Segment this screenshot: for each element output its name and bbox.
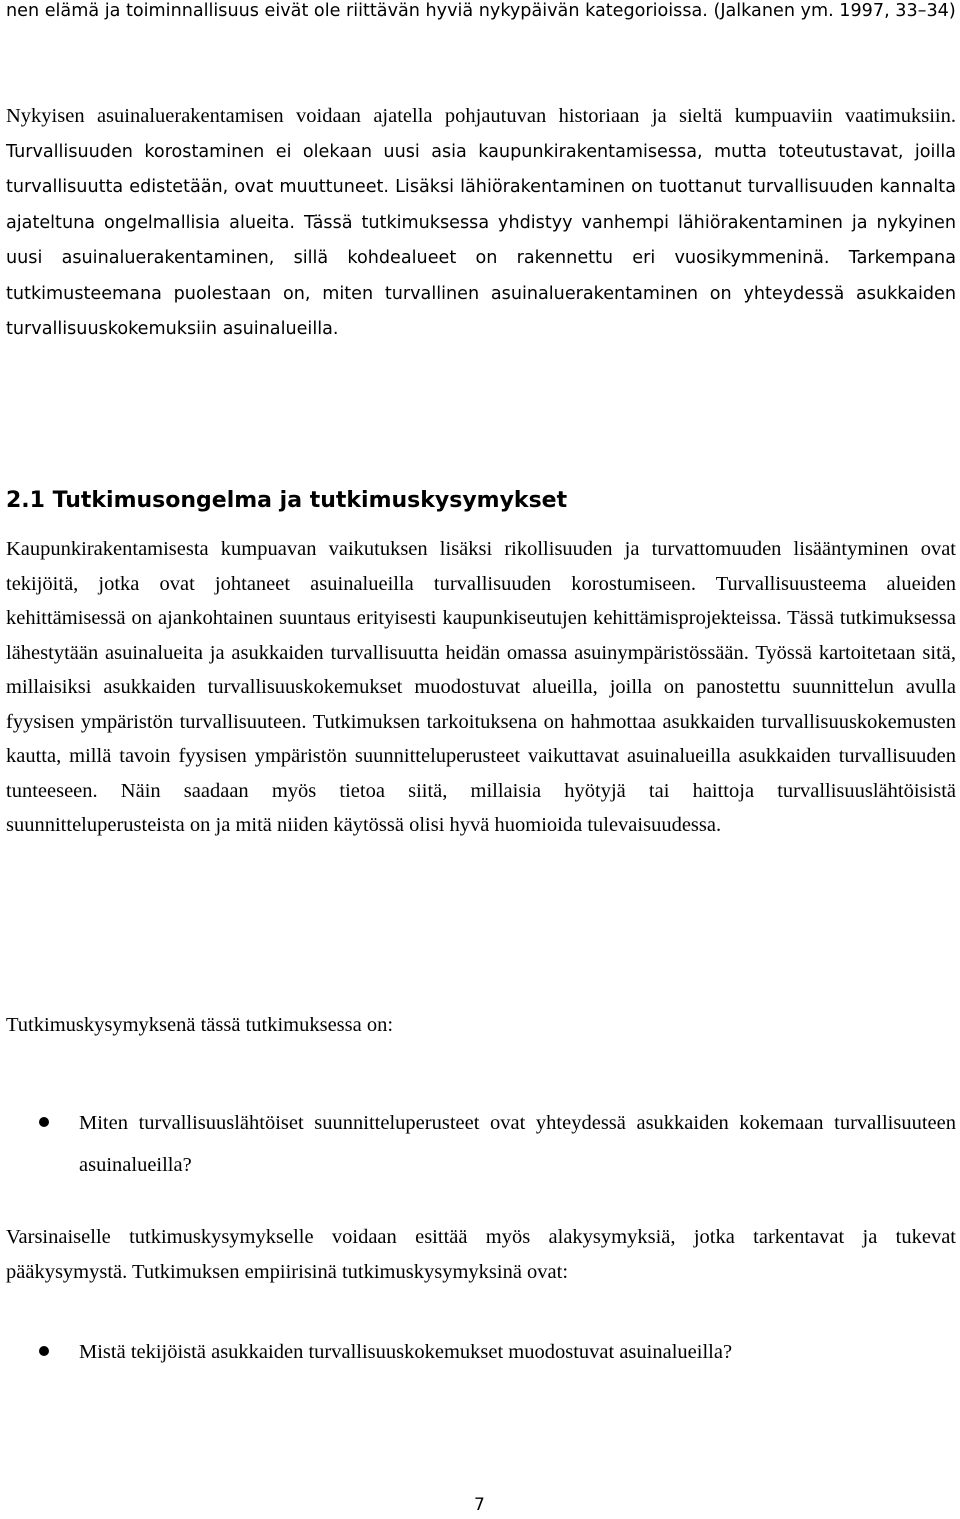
main-question-list — [6, 1102, 956, 1186]
paragraph-history-sans: Turvallisuuden korostaminen ei olekaan uusi asia kaupunkirakentamisessa, mutta toteutustavat, joilla turvallisuutta edistetään, ovat muuttuneet. Lisäksi lähiörakentaminen on tuottanut turvallisuuden kannalta ajateltuna ongelmallisia alueita. Tässä tutkimuksessa yhdistyy vanhempi lähiörakentaminen ja nykyinen uusi asuinaluerakentaminen, sillä kohdealueet on rakennettu eri vuosikymmeninä. Tarkempana tutkimusteemana puolestaan on, miten turvallinen asuinaluerakentaminen on yhteydessä asukkaiden turvallisuuskokemuksiin asuinalueilla. — [6, 141, 956, 339]
sub-question-text: Mistä tekijöistä asukkaiden turvallisuuskokemukset muodostuvat asuinalueilla? — [79, 1341, 733, 1363]
paragraph-research-problem: Kaupunkirakentamisesta kumpuavan vaikutuksen lisäksi rikollisuuden ja turvattomuuden lisääntyminen ovat tekijöitä, jotka ovat johtaneet asuinalueilla turvallisuuden korostumiseen. Turvallisuusteema alueiden kehittämisessä on ajankohtainen suuntaus erityisesti kaupunkiseutujen kehittämisprojekteissa. Tässä tutkimuksessa lähestytään asuinalueita ja asukkaiden turvallisuutta heidän omassa asuinympäristössään. Työssä kartoitetaan sitä, millaisiksi asukkaiden turvallisuuskokemukset muodostuvat alueilla, joilla on panostettu suunnittelun avulla fyysisen ympäristön turvallisuuteen. Tutkimuksen tarkoituksena on hahmottaa asukkaiden turvallisuuskokemusten kautta, millä tavoin fyysisen ympäristön suunnitteluperusteet vaikuttavat asuinalueilla asukkaiden turvallisuuden tunteeseen. Näin saadaan myös tietoa siitä, millaisia hyötyjä tai haittoja turvallisuuslähtöisistä suunnitteluperusteista on ja mitä niiden käytössä olisi hyvä huomioida tulevaisuudessa. — [6, 538, 956, 836]
research-question-intro: Tutkimuskysymyksenä tässä tutkimuksessa on: — [6, 1014, 394, 1036]
paragraph-continuation — [6, 0, 956, 29]
section-heading: 2.1 Tutkimusongelma ja tutkimuskysymykset — [6, 488, 568, 513]
bullet-icon — [39, 1117, 49, 1127]
main-question-text: Miten turvallisuuslähtöiset suunnitteluperusteet ovat yhteydessä asukkaiden kokemaan turvallisuuteen asuinalueilla? — [79, 1112, 956, 1176]
sub-question-intro: Varsinaiselle tutkimuskysymykselle voidaan esittää myös alakysymyksiä, jotka tarkentavat ja tukevat pääkysymystä. Tutkimuksen empiirisinä tutkimuskysymyksinä ovat: — [6, 1226, 956, 1283]
sub-question-list — [6, 1331, 956, 1373]
paragraph-history-serif: Nykyisen asuinaluerakentamisen voidaan ajatella pohjautuvan historiaan ja sieltä kumpuaviin vaatimuksiin. — [6, 105, 956, 127]
list-item — [6, 1331, 956, 1373]
bullet-icon — [39, 1346, 49, 1356]
list-item — [6, 1102, 956, 1186]
paragraph-history — [6, 99, 956, 347]
page-number: 7 — [474, 1495, 485, 1515]
paragraph-continuation-text: nen elämä ja toiminnallisuus eivät ole riittävän hyviä nykypäivän kategorioissa. (Jalkanen ym. 1997, 33–34) — [6, 1, 956, 21]
